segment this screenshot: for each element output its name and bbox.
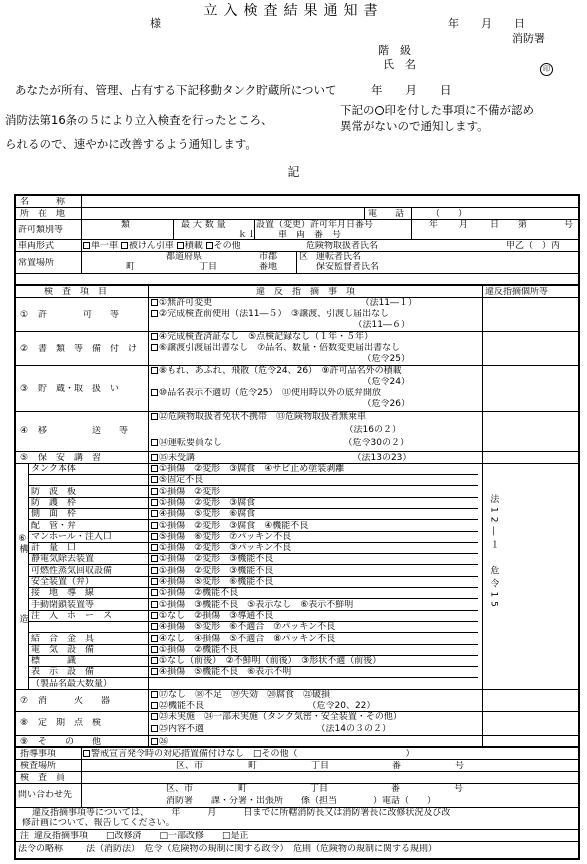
structure-row xyxy=(28,554,478,565)
banchi-label: 番地 xyxy=(259,262,278,272)
rank-label: 階 級 xyxy=(378,44,411,57)
guidance-text xyxy=(83,749,415,759)
ymd-month: 月 xyxy=(459,220,469,230)
checkbox[interactable] xyxy=(151,691,158,698)
violation-text: ①損傷 ②変形 xyxy=(159,487,221,497)
checkbox[interactable] xyxy=(206,242,213,249)
vehicle-type-label: 車両形式 xyxy=(18,241,55,251)
violation-text: ⑤固定不良 xyxy=(159,475,204,485)
intro-line-2 xyxy=(5,112,273,128)
city-label: 市郡 xyxy=(259,252,278,262)
item-num: ⑤ xyxy=(20,453,29,463)
checkbox[interactable] xyxy=(151,612,158,619)
violation-text: ⑫危険物取扱者免状不携帯 ⑬危険物取扱者無乗車 xyxy=(159,412,367,422)
col-item: 検 査 項 目 xyxy=(44,287,108,297)
structure-row-label: 可燃性蒸気回収設備 xyxy=(31,566,113,576)
checkbox[interactable] xyxy=(83,750,90,757)
structure-row xyxy=(28,509,478,520)
document-title: 立入検査結果通知書 xyxy=(203,3,384,19)
checkbox[interactable] xyxy=(151,702,158,709)
checkbox[interactable] xyxy=(121,242,128,249)
seal-mark xyxy=(540,62,553,76)
structure-label: ⑥構 xyxy=(17,534,28,553)
row-name xyxy=(16,196,578,208)
checkbox[interactable] xyxy=(151,738,158,745)
col-violation: 違 反 指 摘 事 項 xyxy=(256,287,356,297)
parking-label: 常置場所 xyxy=(18,258,55,268)
item-extinguisher xyxy=(16,690,578,712)
violation-text: ①損傷 ②機能不良 xyxy=(159,645,239,655)
structure-row-violations xyxy=(151,667,291,677)
violation-text: ①損傷 ②変形 ③パッキン不良 xyxy=(159,543,292,553)
kind-label: 類 xyxy=(121,220,131,230)
intro-line-2b: 下記の xyxy=(340,103,375,117)
structure-row-label: タンク本体 xyxy=(31,464,76,474)
addressee-suffix: 様 xyxy=(150,17,161,30)
violation-text: ⑩品名表示不適切（危令25） ⑪使用時以外の底弁開放 xyxy=(159,388,382,398)
item-transport xyxy=(16,412,578,452)
note-label: 注 xyxy=(20,831,30,841)
violation-line xyxy=(151,690,330,700)
checkbox[interactable] xyxy=(151,310,158,317)
row-report xyxy=(16,808,578,830)
item-num: ② xyxy=(20,344,29,354)
ward-label: 区 xyxy=(299,252,309,262)
violation-line: （法11―６） xyxy=(151,320,410,330)
item-documents xyxy=(16,332,578,366)
violation-text: ④完成検査済証なし ⑤点検記録なし（１年・５年） xyxy=(159,332,374,342)
violation-line xyxy=(151,332,373,342)
violation-text: ④損傷 ⑤変形 ⑥腐食 xyxy=(159,509,256,519)
fire-station: 消防署 xyxy=(512,32,545,45)
structure-block xyxy=(16,464,578,690)
checkbox[interactable] xyxy=(151,499,158,506)
checkbox[interactable] xyxy=(151,657,158,664)
item-num: ③ xyxy=(20,384,29,394)
opt-single: 単一車 xyxy=(91,241,119,251)
item-label: 消 火 器 xyxy=(38,696,111,706)
checkbox[interactable] xyxy=(151,344,158,351)
opt-loaded: 積載 xyxy=(184,241,203,251)
checkbox[interactable] xyxy=(151,522,158,529)
structure-row-label: 防 波 板 xyxy=(31,487,77,497)
ymd-go: 号 xyxy=(564,220,574,230)
item-storage xyxy=(16,366,578,412)
structure-row xyxy=(28,645,478,656)
name-label: 名 称 xyxy=(20,197,66,207)
violation-text: ⑰なし ⑱不足 ⑲失効 ⑳腐食 ㉑破損 xyxy=(159,690,331,700)
structure-row-violations xyxy=(151,543,291,553)
security-label: 保安監督者氏名 xyxy=(316,262,380,272)
violation-text: ④損傷 ⑤変形 ⑥機能不良 xyxy=(159,577,274,587)
intro-line-3: られるので、速やかに改善するよう通知します。 xyxy=(5,137,257,151)
structure-row-label: 手動閉鎖装置等 xyxy=(31,600,95,610)
row-abbrev xyxy=(16,842,578,858)
item-label: 貯 蔵・取 扱 い xyxy=(38,384,120,394)
violation-text: ①なし（前後） ②不鮮明（前後） ③形状不適（前後） xyxy=(159,656,382,666)
checkbox[interactable] xyxy=(151,635,158,642)
driver-label: 運転者氏名 xyxy=(316,252,362,262)
checkbox[interactable] xyxy=(151,476,158,483)
violation-text: ①損傷 ③機能不良 ⑤表示なし ⑥表示不鮮明 xyxy=(159,600,354,610)
structure-row-label: 静電気除去装置 xyxy=(31,554,95,564)
violation-text: ④損傷 ⑤変形 ⑥不適合 ⑦パッキン不良 xyxy=(159,622,336,632)
structure-row xyxy=(28,464,478,475)
violation-line: （危令24） xyxy=(151,377,410,387)
phone-label: 電 話 xyxy=(368,209,405,219)
violation-text: ①損傷 ②変形 ③腐食 xyxy=(159,498,256,508)
inspection-place-label: 検査場所 xyxy=(20,761,57,771)
kl-unit: ｋｌ xyxy=(238,230,257,240)
violation-text: ⑮未受講 （法13の23） xyxy=(159,453,412,463)
checkbox[interactable] xyxy=(151,668,158,675)
item-label: そ の 他 xyxy=(38,737,102,747)
row-contact xyxy=(16,784,578,808)
violation-line: （危令26） xyxy=(151,399,410,409)
structure-row-label: 防 護 枠 xyxy=(31,498,77,508)
contact-label: 問い合わせ先 xyxy=(18,790,73,800)
structure-row-violations xyxy=(151,475,203,485)
violation-line xyxy=(151,724,391,734)
seal-icon: 印 xyxy=(540,63,553,76)
structure-row xyxy=(28,622,478,633)
checkbox[interactable] xyxy=(151,567,158,574)
structure-row-label: 安全装置（弁） xyxy=(31,577,95,587)
ymd-no: 第 xyxy=(518,220,528,230)
row-vehicle-type xyxy=(16,240,578,252)
inspector-label: 検 査 員 xyxy=(20,773,66,783)
violation-line xyxy=(151,366,402,376)
intro-line-2a: 消防法第16条の５により立入検査を行ったところ、 xyxy=(5,113,273,127)
row-parking xyxy=(16,252,578,274)
structure-row-label: マンホール・注入口 xyxy=(31,532,112,542)
inspection-place-text: 区、市 町 丁目 番 号 xyxy=(176,761,465,771)
checkbox[interactable] xyxy=(151,389,158,396)
checkbox[interactable] xyxy=(151,465,158,472)
structure-row xyxy=(28,679,478,690)
item-num: ⑦ xyxy=(20,696,29,706)
guidance-label: 指導事項 xyxy=(20,749,57,759)
violation-text: ①損傷 ②変形 ③腐食 ④機能不良 xyxy=(159,521,309,531)
structure-row xyxy=(28,475,478,486)
checkbox[interactable] xyxy=(151,623,158,630)
structure-row xyxy=(28,521,478,532)
violation-line xyxy=(151,438,409,448)
checkbox[interactable] xyxy=(151,589,158,596)
checkbox[interactable] xyxy=(177,242,184,249)
structure-clause: 法12―１ 危令15 xyxy=(488,494,499,611)
structure-row-violations xyxy=(151,577,273,587)
row-permit xyxy=(16,220,578,240)
structure-row-violations xyxy=(151,554,273,564)
checkbox[interactable] xyxy=(151,578,158,585)
intro-line-2d: 異常がないので通知します。 xyxy=(340,119,489,133)
violation-line: （法16の２） xyxy=(151,425,401,435)
structure-row xyxy=(28,543,478,554)
structure-row-violations xyxy=(151,532,291,542)
opt-towed: 被けん引車 xyxy=(128,241,174,251)
structure-row-label: 配 管・弁 xyxy=(31,521,77,531)
violation-text: ④損傷 ⑤機能不良 ⑥表示不明 xyxy=(159,667,292,677)
violation-text: ①損傷 ②変形 ③腐食 ④サビ止め塗装剥離 xyxy=(159,464,345,474)
structure-row-violations xyxy=(151,645,238,655)
permit-label: 許可類別等 xyxy=(18,225,64,235)
structure-row-violations xyxy=(151,464,344,474)
violation-line xyxy=(151,309,389,319)
item-label: 移 送 等 xyxy=(38,426,129,436)
structure-row-label: （製品名最大数量） xyxy=(31,679,113,689)
violation-text: ㉓未実施 ㉔一部未実施（タンク気密・安全装置・その他） xyxy=(159,712,402,722)
violation-text: ①損傷 ②機能不良 xyxy=(159,588,239,598)
vehicle-num-label: 車 両 番 号 xyxy=(278,230,342,240)
contact-line-2: 消防署 課・分署・出張所 係（担当 ）電話（ ） xyxy=(166,796,437,806)
name-label: 氏 名 xyxy=(383,58,416,71)
checkbox[interactable] xyxy=(151,367,158,374)
row-inspection-place xyxy=(16,760,578,772)
hazmat-officer-label: 危険物取扱者氏名 xyxy=(306,241,379,251)
violation-text: ①なし ②損傷 ③導通不良 xyxy=(159,611,274,621)
violation-text: ⑤損傷 ⑥変形 ⑦パッキン不良 xyxy=(159,532,292,542)
structure-row-violations xyxy=(151,634,335,644)
structure-row-label: 表 示 設 備 xyxy=(31,667,95,677)
structure-row-label: 結 合 金 具 xyxy=(31,634,95,644)
item-num: ① xyxy=(20,310,29,320)
row-location xyxy=(16,208,578,220)
row-guidance xyxy=(16,748,578,760)
checkbox[interactable] xyxy=(151,454,158,461)
chome-label: 丁目 xyxy=(199,262,218,272)
checkbox[interactable] xyxy=(151,555,158,562)
town-label: 町 xyxy=(126,262,136,272)
violation-line: （危令25） xyxy=(151,354,410,364)
row-note xyxy=(16,830,578,842)
violation-text: ㉕内容不適 （法14の３の２） xyxy=(159,724,391,734)
checkbox[interactable] xyxy=(151,713,158,720)
inspection-form xyxy=(14,194,580,860)
violation-line xyxy=(151,412,366,422)
item-num: ⑧ xyxy=(20,718,29,728)
violation-text: ①損傷 ②変形 ③機能不良 xyxy=(159,554,274,564)
structure-row-violations xyxy=(151,487,220,497)
structure-row-violations xyxy=(151,498,255,508)
checkbox[interactable] xyxy=(151,510,158,517)
checkbox[interactable] xyxy=(151,725,158,732)
location-label: 所 在 地 xyxy=(20,209,66,219)
checkbox[interactable] xyxy=(83,242,90,249)
item-permit xyxy=(16,298,578,332)
spacer-row xyxy=(16,274,578,286)
structure-row-violations xyxy=(151,509,255,519)
item-label: 定 期 点 検 xyxy=(38,718,102,728)
checkbox[interactable] xyxy=(151,333,158,340)
intro-line-2c: 印を付した事項に不備が認め xyxy=(384,103,534,117)
checkbox[interactable] xyxy=(151,646,158,653)
structure-row xyxy=(28,656,478,667)
report-text-2: 修計画について、報告してください。 xyxy=(22,818,175,828)
structure-row xyxy=(28,498,478,509)
issue-date: 年 月 日 xyxy=(448,17,525,30)
guidance-value: 警戒宣言発令時の対応措置備付けなし □その他（ ） xyxy=(91,749,415,759)
violation-line xyxy=(151,701,375,711)
ymd-day: 日 xyxy=(490,220,500,230)
vehicle-type-options xyxy=(83,241,241,251)
phone-paren: （ ） xyxy=(431,209,468,219)
item-other xyxy=(16,736,578,748)
structure-row xyxy=(28,487,478,498)
structure-row-label: 側 面 枠 xyxy=(31,509,77,519)
row-col-headers xyxy=(16,286,578,298)
abbrev-label: 法令の略称 xyxy=(18,844,64,854)
structure-row-violations xyxy=(151,600,353,610)
structure-row xyxy=(28,588,478,599)
max-qty-label: 最 大 数 量 xyxy=(181,220,226,230)
structure-row-violations xyxy=(151,656,381,666)
structure-row-label: 電 気 設 備 xyxy=(31,645,95,655)
structure-row-label: 計 量 口 xyxy=(31,543,77,553)
col-clause: 違反指摘個所等 xyxy=(485,287,549,297)
checkbox[interactable] xyxy=(151,439,158,446)
structure-row xyxy=(28,634,478,645)
intro-line-1: あなたが所有、管理、占有する下記移動タンク貯蔵所について 年 月 日 xyxy=(15,83,452,97)
violation-text: ㉖ xyxy=(159,737,169,747)
checkbox[interactable] xyxy=(151,413,158,420)
opt-other: その他 xyxy=(213,241,241,251)
item-num: ④ xyxy=(20,426,29,436)
violation-text: ⑥譲渡引渡届出書なし ⑦品名、数量・倍数変更届出書なし xyxy=(159,343,401,353)
structure-row xyxy=(28,577,478,588)
violation-text: ⑧もれ、あふれ、飛散（危令24、26） ⑨許可品名外の積載 xyxy=(159,366,402,376)
structure-row xyxy=(28,566,478,577)
violation-line xyxy=(151,453,411,463)
item-label: 保 安 講 習 xyxy=(38,453,102,463)
checkbox[interactable] xyxy=(151,601,158,608)
structure-row xyxy=(28,532,478,543)
structure-row xyxy=(28,667,478,678)
ymd-year: 年 xyxy=(429,220,439,230)
structure-row-label: 標 識 xyxy=(31,656,77,666)
structure-row-label: 注 入 ホ ー ス xyxy=(31,611,113,621)
structure-row-violations xyxy=(151,622,335,632)
abbrev-text: 法（消防法） 危令（危険物の規制に関する政令） 危則（危険物の規制に関する規則） xyxy=(86,844,438,854)
violation-text: ①損傷 ②変形 ③機能不良 xyxy=(159,566,274,576)
violation-text: ④なし ④損傷 ⑤不適合 ⑧パッキン不良 xyxy=(159,634,336,644)
violation-text: ㉒機能不良 （危令20、22） xyxy=(159,701,376,711)
item-label: 許 可 等 xyxy=(38,310,120,320)
item-periodic-inspection xyxy=(16,712,578,736)
row-inspector xyxy=(16,772,578,784)
item-num: ⑨ xyxy=(20,737,29,747)
violation-text: ①無許可変更 （法11―１） xyxy=(159,298,418,308)
report-text-1: 違反指摘事項等については、 年 月 日までに所轄消防長又は消防署長に改修状況及び改 xyxy=(32,808,451,818)
violation-line xyxy=(151,737,168,747)
violation-line xyxy=(151,343,400,353)
structure-row-label: 接 地 導 線 xyxy=(31,588,95,598)
violation-text: ②完成検査前使用（法11―５） ③譲渡、引渡し届出なし xyxy=(159,309,390,319)
checkbox[interactable] xyxy=(151,533,158,540)
checkbox[interactable] xyxy=(151,299,158,306)
structure-row-violations xyxy=(151,611,273,621)
item-training xyxy=(16,452,578,464)
violation-line xyxy=(151,298,417,308)
structure-row-violations xyxy=(151,521,308,531)
structure-row xyxy=(28,611,478,622)
note-text: 違反指摘事項 □改修済 □一部改修 □是正 xyxy=(34,831,249,841)
violation-line xyxy=(151,712,402,722)
intro-line-2-right xyxy=(340,102,534,118)
violation-line xyxy=(151,388,381,398)
item-label: 書 類 等 備 付 け xyxy=(38,344,138,354)
violation-text: ⑭運転要員なし （危令30の２） xyxy=(159,438,409,448)
structure-row xyxy=(28,600,478,611)
structure-row-violations xyxy=(151,566,273,576)
install-label: 設置（変更）許可年月日番号 xyxy=(256,220,374,230)
circle-mark-icon xyxy=(375,106,384,115)
structure-row-violations xyxy=(151,588,238,598)
ki-heading: 記 xyxy=(287,165,300,179)
checkbox[interactable] xyxy=(151,544,158,551)
structure-label-2: 造 xyxy=(17,614,28,623)
checkbox[interactable] xyxy=(151,488,158,495)
contact-line-1: 区、市 町 丁目 番 号 xyxy=(166,784,464,794)
pref-label: 都道府県 xyxy=(166,252,203,262)
hazmat-class: 甲乙（ ）丙 xyxy=(506,241,561,251)
